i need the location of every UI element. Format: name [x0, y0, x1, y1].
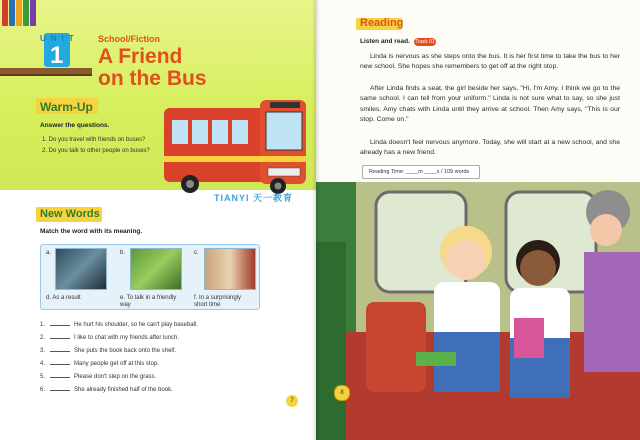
sentence-3: 3. She puts the book back onto the shelf. — [40, 348, 177, 354]
picture-a — [55, 248, 107, 290]
answer-blank-5[interactable] — [50, 377, 70, 378]
new-words-instruction: Match the word with its meaning. — [40, 228, 143, 235]
bookshelf — [0, 68, 92, 76]
picture-c-letter: c. — [194, 250, 199, 256]
answer-blank-6[interactable] — [50, 390, 70, 391]
title-line-1: A Friend — [98, 45, 183, 68]
picture-a-letter: a. — [46, 250, 52, 256]
picture-c — [204, 248, 256, 290]
unit-label: UNIT — [40, 34, 79, 43]
warmup-instruction: Answer the questions. — [40, 122, 110, 129]
choice-f: f. In a surprisingly short time — [194, 295, 242, 308]
right-page-number: 8 — [334, 385, 350, 401]
sentence-6: 6. She already finished half of the book. — [40, 387, 173, 393]
watermark: TIANYI 天一教育 — [214, 193, 294, 203]
picture-b — [130, 248, 182, 290]
sentence-5: 5. Please don't step on the grass. — [40, 374, 157, 380]
picture-b-letter: b. — [120, 250, 126, 256]
warmup-question-2: 2. Do you talk to other people on buses? — [42, 148, 150, 154]
reading-heading: Reading — [360, 17, 404, 29]
sentence-2: 2. I like to chat with my friends after lunch. — [40, 335, 180, 341]
warmup-question-1: 1. Do you travel with friends on buses? — [42, 137, 146, 143]
book-gutter — [312, 0, 320, 440]
page-title — [98, 46, 207, 90]
title-line-2: on the Bus — [98, 67, 207, 90]
bus-interior-illustration — [316, 182, 640, 440]
sentence-4: 4. Many people get off at this stop. — [40, 361, 159, 367]
bus-illustration — [160, 90, 310, 194]
audio-track-button[interactable]: Track 01 — [415, 39, 435, 45]
warmup-heading: Warm-Up — [40, 100, 93, 114]
reading-paragraph-3: Linda doesn't feel nervous anymore. Today, she will start at a new school, and she already has a new friend. — [360, 139, 620, 157]
genre-label: School/Fiction — [98, 34, 160, 44]
answer-blank-4[interactable] — [50, 364, 70, 365]
reading-paragraph-2: After Linda finds a seat, the girl beside her says, "Hi, I'm Amy. I think we go to the same school. I can tell from your uniform." Linda is not sure what to say, so she just smiles. Amy chats with Linda until they arrive at school. Then Amy says, "This is our stop. Come on." — [360, 85, 620, 124]
reading-time-box: Reading Time: ____m ____s / 109 words — [362, 165, 480, 179]
answer-blank-1[interactable] — [50, 325, 70, 326]
sentence-1: 1. He hurt his shoulder, so he can't play baseball. — [40, 322, 198, 328]
new-words-heading: New Words — [40, 208, 100, 220]
reading-instruction: Listen and read. — [360, 38, 410, 45]
reading-paragraph-1: Linda is nervous as she steps onto the bus. It is her first time to take the bus to her new school. She hopes she remembers to get off at the right stop. — [360, 53, 620, 71]
answer-blank-3[interactable] — [50, 351, 70, 352]
choice-e: e. To talk in a friendly way — [120, 295, 177, 308]
answer-blank-2[interactable] — [50, 338, 70, 339]
left-page — [0, 0, 316, 440]
left-page-number: 7 — [286, 395, 298, 407]
choice-d: d. As a result — [46, 295, 81, 301]
unit-number: 1 — [50, 42, 64, 69]
